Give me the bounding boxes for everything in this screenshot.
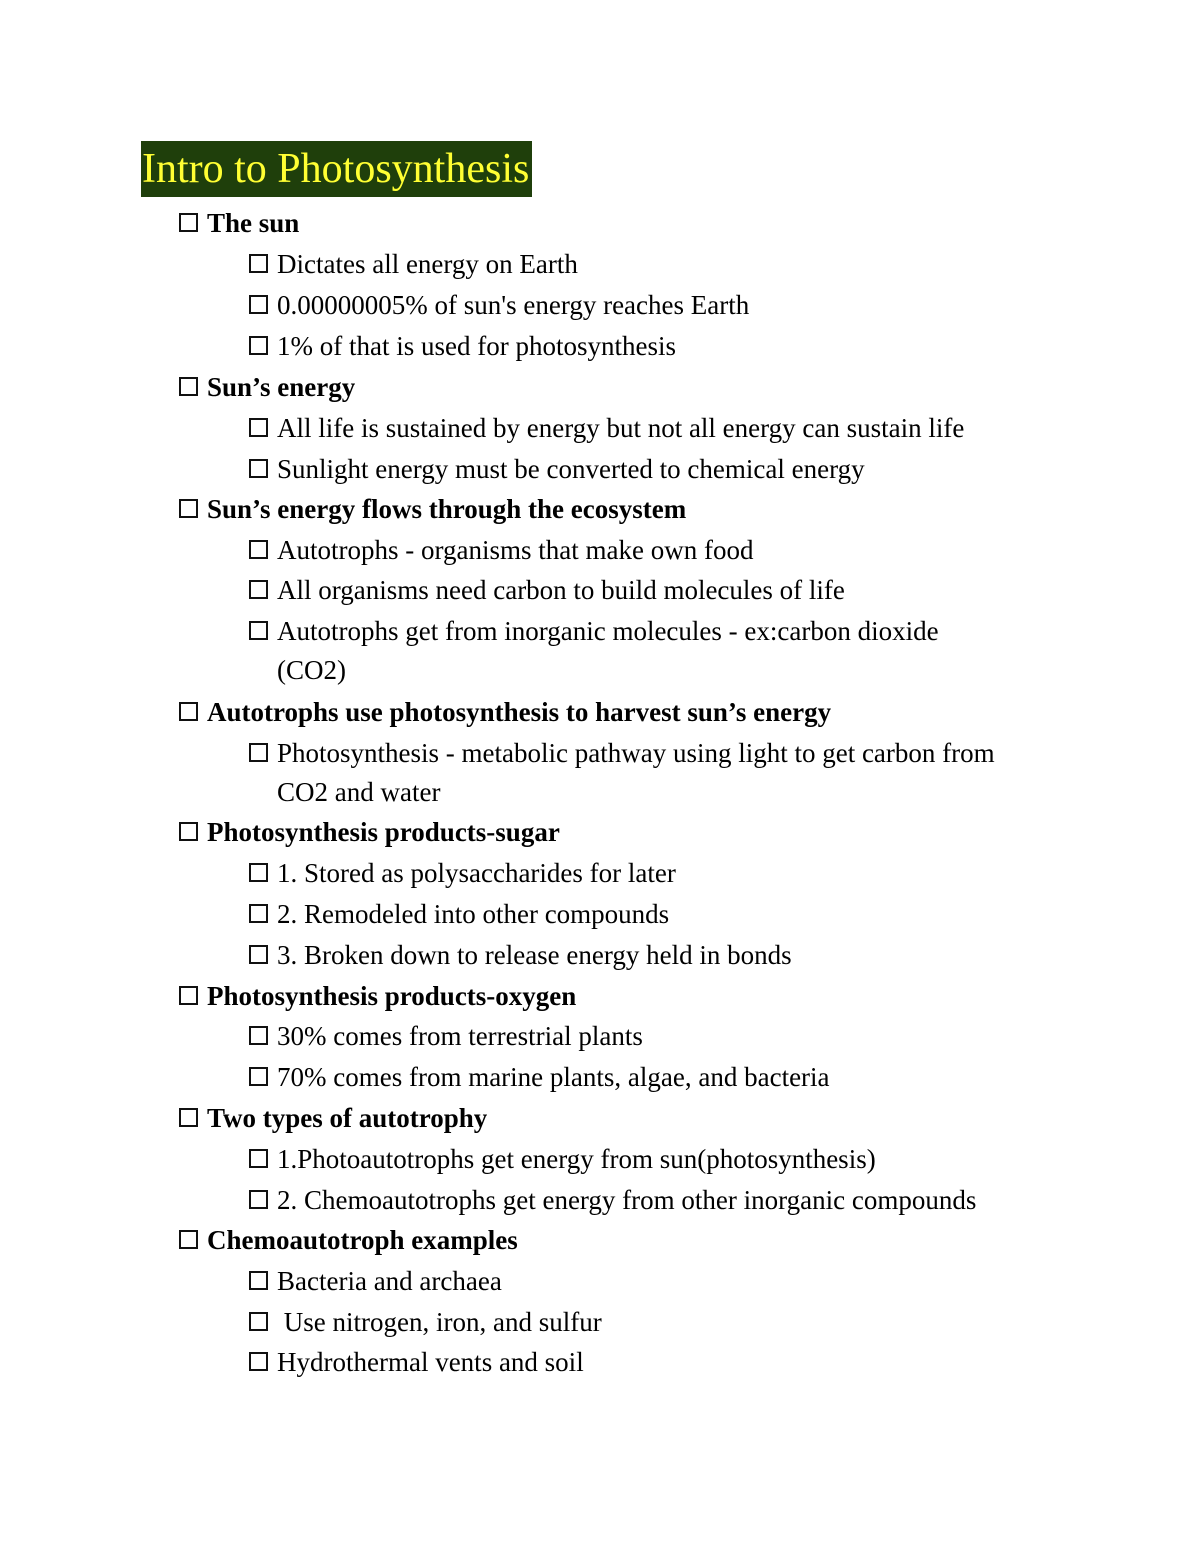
outline-item [249, 612, 989, 690]
outline-item [249, 409, 964, 448]
outline-item [249, 1017, 643, 1056]
item-text: Hydrothermal vents and soil [277, 1347, 584, 1377]
checkbox-square-icon [179, 213, 198, 232]
outline-heading-energy-flow [179, 490, 686, 529]
checkbox-square-icon [249, 1067, 268, 1086]
checkbox-square-icon [249, 336, 268, 355]
item-text: Sunlight energy must be converted to chemical energy [277, 454, 865, 484]
outline-item [249, 1303, 602, 1342]
checkbox-square-icon [249, 295, 268, 314]
item-text: Autotrophs get from inorganic molecules - ex:carbon dioxide (CO2) [277, 616, 939, 685]
outline-item [249, 1058, 830, 1097]
item-text: 1.Photoautotrophs get energy from sun(photosynthesis) [277, 1144, 876, 1174]
checkbox-square-icon [249, 1190, 268, 1209]
outline-item [249, 571, 845, 610]
outline-item [249, 450, 865, 489]
item-text: 3. Broken down to release energy held in bonds [277, 940, 792, 970]
outline-item [249, 734, 1009, 812]
checkbox-square-icon [249, 580, 268, 599]
item-text: 30% comes from terrestrial plants [277, 1021, 643, 1051]
checkbox-square-icon [179, 1108, 198, 1127]
item-text: 2. Chemoautotrophs get energy from other inorganic compounds [277, 1185, 977, 1215]
item-text: 0.00000005% of sun's energy reaches Earth [277, 290, 750, 320]
outline-item [249, 936, 792, 975]
heading-text: Autotrophs use photosynthesis to harvest sun’s energy [207, 697, 832, 727]
heading-text: Chemoautotroph examples [207, 1225, 518, 1255]
checkbox-square-icon [249, 945, 268, 964]
checkbox-square-icon [249, 418, 268, 437]
checkbox-square-icon [179, 499, 198, 518]
checkbox-square-icon [179, 986, 198, 1005]
heading-text: Two types of autotrophy [207, 1103, 488, 1133]
outline-item [249, 531, 753, 570]
checkbox-square-icon [249, 254, 268, 273]
checkbox-square-icon [249, 540, 268, 559]
heading-text: Sun’s energy [207, 372, 356, 402]
checkbox-square-icon [249, 904, 268, 923]
outline-heading-products-oxygen [179, 977, 576, 1016]
item-text: 1. Stored as polysaccharides for later [277, 858, 676, 888]
item-text: Photosynthesis - metabolic pathway using light to get carbon from CO2 and water [277, 738, 995, 807]
outline-heading-the-sun [179, 204, 299, 243]
outline-item [249, 245, 578, 284]
item-text: All life is sustained by energy but not all energy can sustain life [277, 413, 965, 443]
outline-item [249, 895, 669, 934]
checkbox-square-icon [249, 1026, 268, 1045]
checkbox-square-icon [179, 822, 198, 841]
checkbox-square-icon [249, 743, 268, 762]
outline-heading-chemoautotroph-examples [179, 1221, 518, 1260]
checkbox-square-icon [249, 621, 268, 640]
checkbox-square-icon [249, 1271, 268, 1290]
item-text: 2. Remodeled into other compounds [277, 899, 670, 929]
outline-heading-two-types [179, 1099, 487, 1138]
item-text: Use nitrogen, iron, and sulfur [277, 1307, 602, 1337]
checkbox-square-icon [249, 1352, 268, 1371]
outline-item [249, 1181, 976, 1220]
heading-text: Sun’s energy flows through the ecosystem [207, 494, 687, 524]
checkbox-square-icon [249, 459, 268, 478]
item-text: Bacteria and archaea [277, 1266, 502, 1296]
checkbox-square-icon [179, 377, 198, 396]
item-text: All organisms need carbon to build molecules of life [277, 575, 845, 605]
outline-item [249, 854, 676, 893]
item-text: Autotrophs - organisms that make own food [277, 535, 754, 565]
checkbox-square-icon [179, 1230, 198, 1249]
checkbox-square-icon [179, 702, 198, 721]
item-text: Dictates all energy on Earth [277, 249, 578, 279]
document-title: Intro to Photosynthesis [141, 141, 532, 197]
heading-text: The sun [207, 208, 300, 238]
outline-heading-suns-energy [179, 368, 355, 407]
outline-item [249, 1262, 502, 1301]
outline-item [249, 327, 676, 366]
outline-item [249, 286, 749, 325]
checkbox-square-icon [249, 1312, 268, 1331]
checkbox-square-icon [249, 1149, 268, 1168]
checkbox-square-icon [249, 863, 268, 882]
item-text: 1% of that is used for photosynthesis [277, 331, 676, 361]
outline-heading-products-sugar [179, 813, 560, 852]
item-text: 70% comes from marine plants, algae, and bacteria [277, 1062, 830, 1092]
outline-item [249, 1140, 876, 1179]
heading-text: Photosynthesis products-sugar [207, 817, 560, 847]
heading-text: Photosynthesis products-oxygen [207, 981, 577, 1011]
outline-item [249, 1343, 584, 1382]
outline-heading-autotrophs-photosynthesis [179, 693, 831, 732]
